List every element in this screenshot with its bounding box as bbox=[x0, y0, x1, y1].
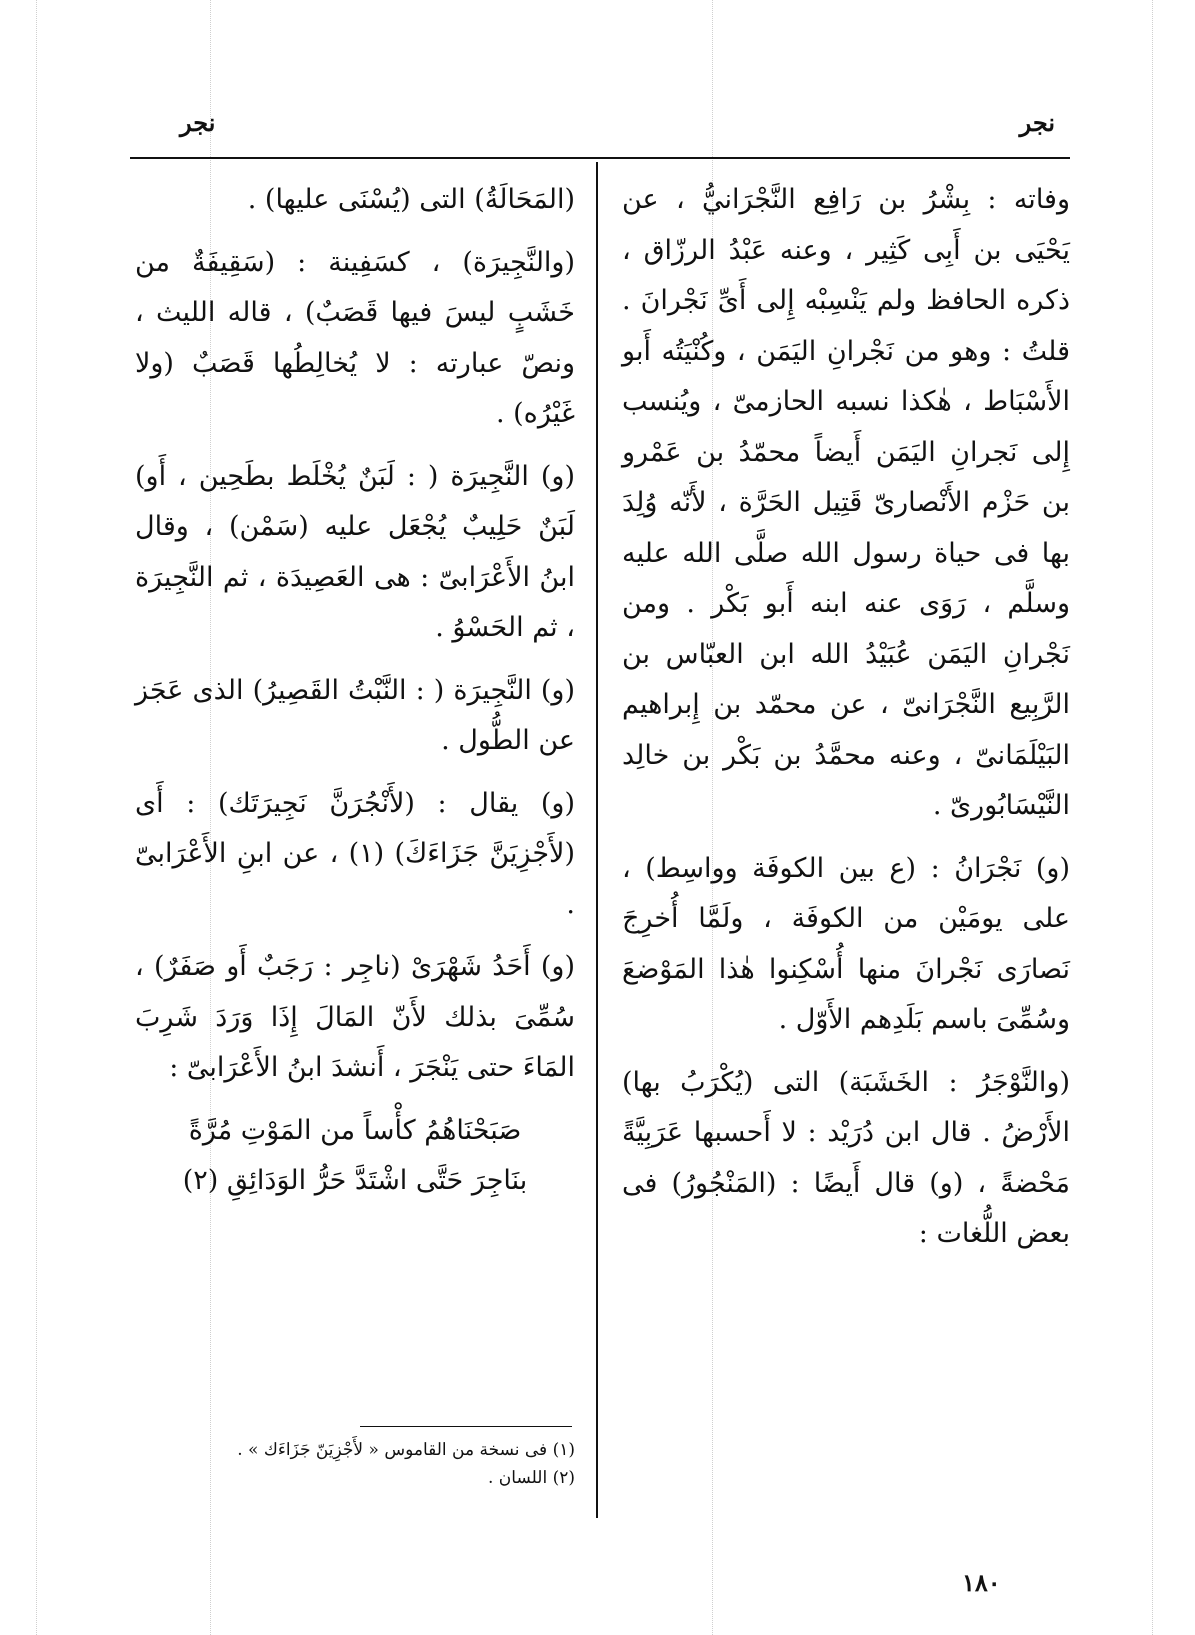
column-divider bbox=[596, 162, 598, 1518]
running-head-right: نجر bbox=[1019, 108, 1055, 137]
paragraph: (والنَّوْجَرُ : الخَشَبَة) التى (يُكْرَبُ بها) الأَرْضُ . قال ابن دُرَيْد : لا أَحسبها عَرَبِيَّةً مَحْضةً ، (و) قال أَيضًا : (المَنْجُورُ) فى بعض اللُّغات : bbox=[622, 1066, 1070, 1249]
scan-guide-line bbox=[36, 0, 38, 1635]
header-rule bbox=[130, 157, 1070, 159]
paragraph: (و) النَّجِيرَة ( : النَّبْتُ القَصِيرُ) الذى عَجَز عن الطُّول . bbox=[135, 674, 575, 756]
footnote: (٢) اللسان . bbox=[488, 1468, 575, 1488]
paragraph: (المَحَالَةُ) التى (يُسْنَى عليها) . bbox=[247, 184, 575, 215]
scan-guide-line bbox=[1152, 0, 1154, 1635]
right-column bbox=[622, 175, 1070, 1272]
verse-line: صَبَحْنَاهُمُ كأْساً من المَوْتِ مُرَّةً bbox=[188, 1114, 522, 1146]
paragraph: (و) أَحَدُ شَهْرَىْ (ناجِر : رَجَبٌ أَو صَفَرٌ) ، سُمِّىَ بذلك لأَنّ المَالَ إِذَا وَرَدَ شَرِبَ المَاءَ حتى يَنْجَرَ ، أَنشدَ ابنُ الأَعْرَابىّ : bbox=[135, 951, 575, 1083]
page-number: ١٨٠ bbox=[962, 1568, 1001, 1597]
footnotes bbox=[160, 1436, 575, 1492]
paragraph: وفاته : بِشْرُ بن رَافِع النَّجْرَانيُّ ، عن يَحْيَى بن أَبِى كَثِير ، وعنه عَبْدُ الرزّاق ، ذكره الحافظ ولم يَنْسِبْه إِلى أَىِّ نَجْرانَ . قلتُ : وهو من نَجْرانِ اليَمَن ، وكُنْيَتُه أَبو الأَسْبَاط ، هٰكذا نسبه الحازمىّ ، ويُنسب إِلى نَجرانِ اليَمَن أَيضاً محمّدُ بن عَمْرو بن حَزْم الأَنْصارىّ قَتِيل الحَرَّة ، لأَنّه وُلِدَ بها فى حياة رسول الله صلَّى الله عليه وسلَّم ، رَوَى عنه ابنه أَبو بَكْر . ومن نَجْرانِ اليَمَن عُبَيْدُ الله ابن العبّاس بن الرَّبِيع النَّجْرَانىّ ، عن محمّد بن إِبراهيم البَيْلَمَانىّ ، وعنه محمَّدُ بن بَكْر بن خالِد النَّيْسَابُورىّ . bbox=[622, 184, 1070, 821]
footnote-rule bbox=[360, 1426, 572, 1427]
paragraph: (و) يقال : (لأَنْجُرَنَّ نَجِيرَتَك) : أَى (لأَجْزِيَنَّ جَزَاءَكَ) (١) ، عن ابنِ الأَعْرَابىّ . bbox=[135, 787, 575, 920]
left-column bbox=[135, 175, 575, 1207]
footnote: (١) فى نسخة من القاموس « لأَجْزِيَنّ جَزَاءَك » . bbox=[237, 1440, 575, 1460]
paragraph: (و) نَجْرَانُ : (ع بين الكوفَة وواسِط) ، على يومَيْن من الكوفَة ، ولَمَّا أُخرِجَ نَصارَى نَجْرانَ منها أُسْكِنوا هٰذا المَوْضعَ وسُمِّىَ باسم بَلَدِهم الأَوّل . bbox=[622, 852, 1070, 1035]
paragraph: (و) النَّجِيرَة ( : لَبَنٌ يُخْلَط بطَحِين ، أَو) لَبَنٌ حَلِيبٌ يُجْعَل عليه (سَمْن) ، وقال ابنُ الأَعْرَابىّ : هى العَصِيدَة ، ثم النَّجِيرَة ، ثم الحَسْوُ . bbox=[135, 460, 575, 643]
verse-line: بنَاجِرَ حَتَّى اشْتَدَّ حَرُّ الوَدَائِقِ (٢) bbox=[182, 1165, 528, 1196]
running-head-left: نجر bbox=[180, 108, 216, 137]
paragraph: (والنَّجِيرَة) ، كسَفِينة : (سَقِيفَةٌ من خَشَبٍ ليسَ فيها قَصَبٌ) ، قاله الليث ، ونصّ عبارته : لا يُخالِطُها قَصَبٌ (ولا غَيْرُه) . bbox=[135, 246, 575, 429]
